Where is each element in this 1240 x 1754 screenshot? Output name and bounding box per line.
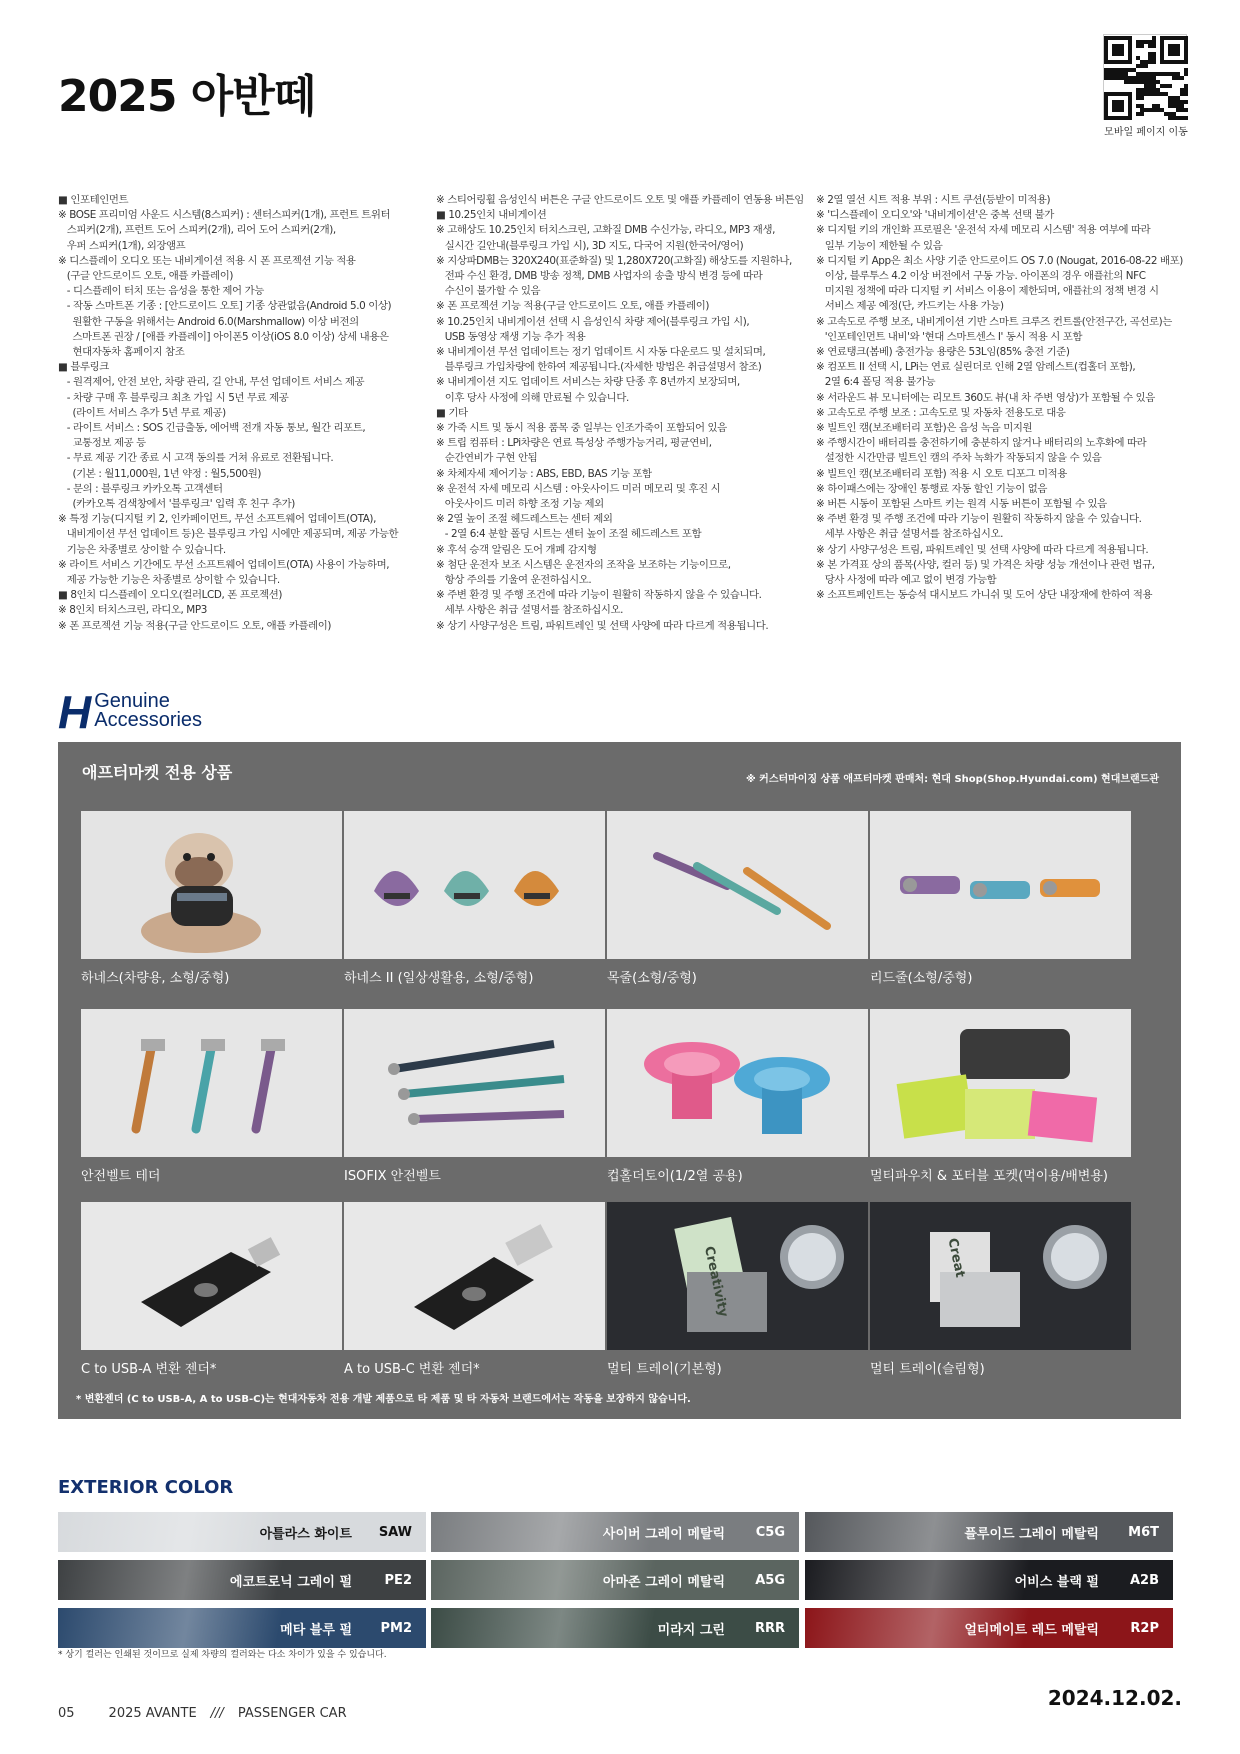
note-line: ■ 10.25인치 내비게이션 (436, 209, 547, 222)
note-line: ※ 빌트인 캠(보조배터리 포함)은 음성 녹음 미지원 (816, 422, 1033, 435)
note-line: ※ 차체자세 제어기능 : ABS, EBD, BAS 기능 포함 (436, 467, 652, 480)
harness-set-icon (344, 811, 605, 959)
accessory-label: 컵홀더토이(1/2열 공용) (607, 1169, 743, 1184)
note-line: 이후 당사 사정에 의해 만료될 수 있습니다. (436, 391, 629, 404)
color-code: M6T (1128, 1524, 1159, 1540)
note-line: ※ 버튼 시동이 포함된 스마트 키는 원격 시동 버튼이 포함될 수 있음 (816, 498, 1107, 511)
note-line: (라이트 서비스 추가 5년 무료 제공) (58, 406, 226, 419)
color-name: 얼티메이트 레드 메탈릭 (964, 1622, 1099, 1638)
note-line: - 문의 : 블루링크 카카오톡 고객센터 (58, 482, 223, 495)
note-line: ※ 가죽 시트 및 동시 적용 품목 중 일부는 인조가죽이 포함되어 있음 (436, 422, 727, 435)
color-swatch[interactable] (58, 1560, 426, 1600)
accessory-card[interactable] (81, 1009, 342, 1184)
note-line: 순간연비가 구현 안됨 (436, 452, 538, 465)
notes-column-1 (58, 193, 430, 634)
accessory-label: ISOFIX 안전벨트 (344, 1169, 441, 1184)
footer-category: PASSENGER CAR (237, 1706, 347, 1721)
color-swatch[interactable] (58, 1608, 426, 1648)
color-swatch[interactable] (431, 1512, 799, 1552)
accessory-label: 멀티 트레이(슬림형) (870, 1362, 985, 1377)
note-line: ※ 특정 기능(디지털 키 2, 인카페이먼트, 무선 소프트웨어 업데이트(OTA), (58, 513, 376, 526)
accessory-card[interactable] (607, 811, 868, 986)
accessory-card[interactable] (870, 1009, 1131, 1184)
note-line: ※ 고해상도 10.25인치 터치스크린, 고화질 DMB 수신가능, 라디오, MP3 재생, (436, 224, 775, 237)
note-line: 우퍼 스피커(1개), 외장앰프 (58, 239, 186, 252)
page-title: 2025 아반떼 (58, 71, 316, 122)
note-line: - 디스플레이 터치 또는 음성을 통한 제어 가능 (58, 285, 264, 298)
accessory-label: 안전벨트 테더 (81, 1169, 161, 1184)
accessory-label: 하네스(차량용, 소형/중형) (81, 971, 230, 986)
note-line: ※ 하이패스에는 장애인 통행료 자동 할인 기능이 없음 (816, 482, 1048, 495)
note-line: 원활한 구동을 위해서는 Android 6.0(Marshmallow) 이상 버전의 (58, 315, 359, 328)
note-line: ※ 2열 높이 조절 헤드레스트는 센터 제외 (436, 513, 613, 526)
note-line: ※ 2열 열선 시트 적용 부위 : 시트 쿠션(등받이 미적용) (816, 194, 1051, 206)
note-line: 수신이 불가할 수 있음 (436, 285, 541, 298)
note-line: ※ 상기 사양구성은 트림, 파워트레인 및 선택 사양에 따라 다르게 적용됩니다. (436, 619, 769, 632)
tray-icon (607, 1202, 868, 1350)
notes-column-2 (436, 193, 808, 634)
color-name: 아마존 그레이 메탈릭 (602, 1574, 725, 1590)
leash-icon (870, 811, 1131, 959)
note-line: 스마트폰 권장 / [애플 카플레이] 아이폰5 이상(iOS 8.0 이상) 상세 내용은 (58, 330, 389, 343)
note-line: ※ 내비게이션 무선 업데이트는 정기 업데이트 시 자동 다운로드 및 설치되며, (436, 346, 766, 359)
color-code: PE2 (384, 1572, 412, 1588)
note-line: ※ 운전석 자세 메모리 시스템 : 아웃사이드 미러 메모리 및 후진 시 (436, 482, 721, 495)
note-line: USB 동영상 재생 기능 추가 적용 (436, 330, 586, 343)
note-line: 스피커(2개), 프런트 도어 스피커(2개), 리어 도어 스피커(2개), (58, 224, 336, 237)
isofix-belt-icon (344, 1009, 605, 1157)
note-line: 일부 기능이 제한될 수 있음 (816, 239, 943, 252)
accessory-card[interactable] (607, 1009, 868, 1184)
accessory-card[interactable] (870, 811, 1131, 986)
note-line: - 작동 스마트폰 기종 : [안드로이드 오토] 기종 상관없음(Android 5.0 이상) (58, 300, 392, 313)
accessory-label: 리드줄(소형/중형) (870, 971, 973, 986)
note-line: - 차량 구매 후 블루링크 최초 가입 시 5년 무료 제공 (58, 391, 289, 404)
footer-model: 2025 AVANTE (108, 1706, 197, 1721)
accessory-label: 멀티파우치 & 포터블 포켓(먹이용/배변용) (870, 1169, 1108, 1184)
page-number: 05 (58, 1706, 75, 1721)
note-line: ※ 주행시간이 배터리를 충전하기에 충분하지 않거나 배터리의 노후화에 따라 (816, 437, 1147, 450)
note-line: 세부 사항은 취급 설명서를 참조하십시오. (436, 604, 624, 617)
note-line: ■ 기타 (436, 406, 468, 419)
dog-harness-icon (81, 811, 342, 959)
note-line: ※ 고속도로 주행 보조 : 고속도로 및 자동차 전용도로 대응 (816, 406, 1066, 419)
note-line: ※ 고속도로 주행 보조, 내비게이션 기반 스마트 크루즈 컨트롤(안전구간, 곡선로)는 (816, 315, 1172, 328)
qr-code-icon[interactable] (1103, 34, 1187, 120)
note-line: ※ 디지털 키 App은 최소 사양 기준 안드로이드 OS 7.0 (Nougat, 2016-08-22 배포) (816, 254, 1183, 267)
color-code: R2P (1130, 1620, 1159, 1636)
color-swatch[interactable] (805, 1512, 1173, 1552)
usb-adapter-icon (344, 1202, 605, 1350)
note-line: 실시간 길안내(블루링크 가입 시), 3D 지도, 다국어 지원(한국어/영어) (436, 239, 744, 252)
accessory-card[interactable] (81, 811, 342, 986)
note-line: (구글 안드로이드 오토, 애플 카플레이) (58, 270, 234, 283)
note-line: '인포테인먼트 내비'와 '현대 스마트센스 I' 동시 적용 시 포함 (816, 330, 1083, 343)
accessory-card[interactable] (607, 1202, 868, 1377)
usb-adapter-icon (81, 1202, 342, 1350)
accessories-source: ※ 커스터마이징 상품 애프터마켓 판매처: 현대 Shop(Shop.Hyundai.com) 현대브랜드관 (745, 774, 1159, 785)
note-line: 블루링크 가입차량에 한하여 제공됩니다.(자세한 방법은 취급설명서 참조) (436, 361, 762, 374)
note-line: ※ 10.25인치 내비게이션 선택 시 음성인식 차량 제어(블루링크 가입 시), (436, 315, 750, 328)
note-line: ■ 8인치 디스플레이 오디오(컬러LCD, 폰 프로젝션) (58, 589, 283, 602)
accessory-card[interactable] (344, 1202, 605, 1377)
genuine-logo-line1: Genuine (94, 690, 170, 712)
accessories-panel (58, 742, 1181, 1419)
footer (58, 1706, 347, 1721)
color-swatch[interactable] (58, 1512, 426, 1552)
note-line: ※ 주변 환경 및 주행 조건에 따라 기능이 원활히 작동하지 않을 수 있습니다. (436, 589, 762, 602)
color-name: 사이버 그레이 메탈릭 (602, 1526, 725, 1542)
note-line: ※ 빌트인 캠(보조배터리 포함) 적용 시 오토 디포그 미적용 (816, 467, 1067, 480)
color-name: 메타 블루 펄 (280, 1622, 352, 1638)
cupholder-toy-icon (607, 1009, 868, 1157)
note-line: 세부 사항은 취급 설명서를 참조하십시오. (816, 528, 1004, 541)
color-swatch[interactable] (805, 1608, 1173, 1648)
collar-icon (607, 811, 868, 959)
note-line: ※ 트립 컴퓨터 : LPi차량은 연료 특성상 주행가능거리, 평균연비, (436, 437, 712, 450)
color-name: 어비스 블랙 펄 (1014, 1574, 1099, 1590)
accessory-label: 하네스 II (일상생활용, 소형/중형) (344, 971, 534, 986)
accessory-card[interactable] (344, 811, 605, 986)
qr-caption: 모바일 페이지 이동 (1104, 127, 1188, 138)
note-line: ※ 내비게이션 지도 업데이트 서비스는 차량 단종 후 8년까지 보장되며, (436, 376, 740, 389)
color-name: 아틀라스 화이트 (259, 1526, 352, 1542)
color-code: A2B (1129, 1572, 1159, 1588)
note-line: ※ BOSE 프리미엄 사운드 시스템(8스피커) : 센터스피커(1개), 프런트 트위터 (58, 209, 391, 222)
note-line: 항상 주의를 기울여 운전하십시오. (436, 574, 592, 587)
genuine-logo-mark: H (58, 686, 92, 738)
note-line: 제공 가능한 기능은 차종별로 상이할 수 있습니다. (58, 574, 280, 587)
color-swatch[interactable] (431, 1608, 799, 1648)
seatbelt-tether-icon (81, 1009, 342, 1157)
note-line: 교통정보 제공 등 (58, 437, 146, 450)
note-line: ※ 후석 승객 알림은 도어 개폐 감지형 (436, 543, 597, 556)
accessory-label: C to USB-A 변환 젠더* (81, 1362, 217, 1377)
note-line: 기능은 차종별로 상이할 수 있습니다. (58, 543, 226, 556)
tray-card-text: Creat (944, 1236, 968, 1279)
color-code: A5G (755, 1572, 785, 1588)
note-line: ■ 블루링크 (58, 361, 109, 374)
tray-icon (870, 1202, 1131, 1350)
note-line: ※ 디스플레이 오디오 또는 내비게이션 적용 시 폰 프로젝션 기능 적용 (58, 254, 356, 267)
note-line: ※ 지상파DMB는 320X240(표준화질) 및 1,280X720(고화질) 해상도를 지원하나, (436, 254, 792, 267)
accessory-label: 목줄(소형/중형) (607, 971, 697, 986)
note-line: 설정한 시간만큼 빌트인 캠의 주차 녹화가 작동되지 않을 수 있음 (816, 452, 1102, 465)
note-line: ※ 8인치 터치스크린, 라디오, MP3 (58, 604, 207, 617)
accessories-footnote: * 변환젠더 (C to USB-A, A to USB-C)는 현대자동차 전용 개발 제품으로 타 제품 및 타 자동차 브랜드에서는 작동을 보장하지 않습니다. (76, 1394, 691, 1405)
note-line: ※ 소프트페인트는 동승석 대시보드 가니쉬 및 도어 상단 내장재에 한하여 적용 (816, 589, 1153, 602)
note-line: - 원격제어, 안전 보안, 차량 관리, 길 안내, 무선 업데이트 서비스 제공 (58, 376, 365, 389)
note-line: ※ 스티어링휠 음성인식 버튼은 구글 안드로이드 오토 및 애플 카플레이 연동용 버튼임 (436, 194, 804, 206)
note-line: 미지원 정책에 따라 디지털 키 서비스 이용이 제한되며, 애플社의 정책 변경 시 (816, 285, 1159, 298)
note-line: ※ 라이트 서비스 기간에도 무선 소프트웨어 업데이트(OTA) 사용이 가능하며, (58, 558, 390, 571)
accessory-label: A to USB-C 변환 젠더* (344, 1362, 480, 1377)
accessory-label: 멀티 트레이(기본형) (607, 1362, 722, 1377)
note-line: 현대자동차 홈페이지 참조 (58, 346, 185, 359)
note-line: ■ 인포테인먼트 (58, 194, 129, 206)
note-line: - 2열 6:4 분할 폴딩 시트는 센터 높이 조절 헤드레스트 포함 (436, 528, 702, 541)
note-line: 2열 6:4 폴딩 적용 불가능 (816, 376, 936, 389)
note-line: - 무료 제공 기간 종료 시 고객 동의를 거쳐 유료로 전환됩니다. (58, 452, 334, 465)
note-line: ※ 본 가격표 상의 품목(사양, 컬러 등) 및 가격은 차량 성능 개선이나 관련 법규, (816, 558, 1155, 571)
accessory-card[interactable] (870, 1202, 1131, 1377)
note-line: ※ 서라운드 뷰 모니터에는 리모트 360도 뷰(내 차 주변 영상)가 포함될 수 있음 (816, 391, 1155, 404)
note-line: 전파 수신 환경, DMB 방송 정책, DMB 사업자의 송출 방식 변경 등에 따라 (436, 270, 763, 283)
color-swatch[interactable] (431, 1560, 799, 1600)
footer-divider: /// (210, 1706, 224, 1721)
note-line: 당사 사정에 따라 예고 없이 변경 가능함 (816, 574, 997, 587)
note-line: - 라이트 서비스 : SOS 긴급출동, 에어백 전개 자동 통보, 월간 리포트, (58, 422, 366, 435)
color-swatch[interactable] (805, 1560, 1173, 1600)
accessory-card[interactable] (344, 1009, 605, 1184)
note-line: ※ 폰 프로젝션 기능 적용(구글 안드로이드 오토, 애플 카플레이) (58, 619, 332, 632)
note-line: ※ 연료탱크(봄베) 충전가능 용량은 53L임(85% 충전 기준) (816, 346, 1070, 359)
color-code: C5G (755, 1524, 785, 1540)
accessory-card[interactable] (81, 1202, 342, 1377)
note-line: ※ 주변 환경 및 주행 조건에 따라 기능이 원활히 작동하지 않을 수 있습니다. (816, 513, 1142, 526)
note-line: ※ 디지털 키의 개인화 프로필은 '운전석 자세 메모리 시스템' 적용 여부에 따라 (816, 224, 1151, 237)
notes-column-3 (816, 193, 1188, 603)
note-line: ※ 첨단 운전자 보조 시스템은 운전자의 조작을 보조하는 기능이므로, (436, 558, 731, 571)
note-line: 내비게이션 무선 업데이트 등)은 블루링크 가입 시에만 제공되며, 제공 가능한 (58, 528, 399, 541)
color-name: 플루이드 그레이 메탈릭 (964, 1526, 1099, 1542)
note-line: 아웃사이드 미러 하향 조정 기능 제외 (436, 498, 604, 511)
color-name: 미라지 그린 (657, 1622, 725, 1638)
genuine-logo-line2: Accessories (94, 709, 203, 731)
accessories-heading: 애프터마켓 전용 상품 (82, 763, 233, 782)
note-line: (카카오톡 검색창에서 '블루링크' 입력 후 친구 추가) (58, 498, 295, 511)
pouch-icon (870, 1009, 1131, 1157)
color-code: SAW (378, 1524, 412, 1540)
note-line: ※ 폰 프로젝션 기능 적용(구글 안드로이드 오토, 애플 카플레이) (436, 300, 710, 313)
genuine-accessories-logo (58, 686, 203, 738)
note-line: ※ 상기 사양구성은 트림, 파워트레인 및 선택 사양에 따라 다르게 적용됩니다. (816, 543, 1149, 556)
note-line: (기본 : 월11,000원, 1년 약정 : 월5,500원) (58, 467, 261, 480)
tray-card-text: Creativity (701, 1244, 731, 1319)
color-code: PM2 (380, 1620, 412, 1636)
note-line: 서비스 제공 예정(단, 카드키는 사용 가능) (816, 300, 1004, 313)
exterior-color-title: EXTERIOR COLOR (58, 1477, 234, 1498)
note-line: 이상, 블루투스 4.2 이상 버전에서 구동 가능. 아이폰의 경우 애플社의 NFC (816, 270, 1146, 283)
color-name: 에코트로닉 그레이 펄 (229, 1574, 352, 1590)
issue-date: 2024.12.02. (1047, 1686, 1182, 1710)
note-line: ※ '디스플레이 오디오'와 '내비게이션'은 중복 선택 불가 (816, 209, 1054, 222)
color-code: RRR (754, 1620, 785, 1636)
exterior-color-note: * 상기 컬러는 인쇄된 것이므로 실제 차량의 컬러와는 다소 차이가 있을 수 있습니다. (58, 1650, 387, 1660)
note-line: ※ 컴포트 II 선택 시, LPi는 연료 실린더로 인해 2열 암레스트(컵홀더 포함), (816, 361, 1136, 374)
qr-block[interactable] (1103, 34, 1189, 138)
